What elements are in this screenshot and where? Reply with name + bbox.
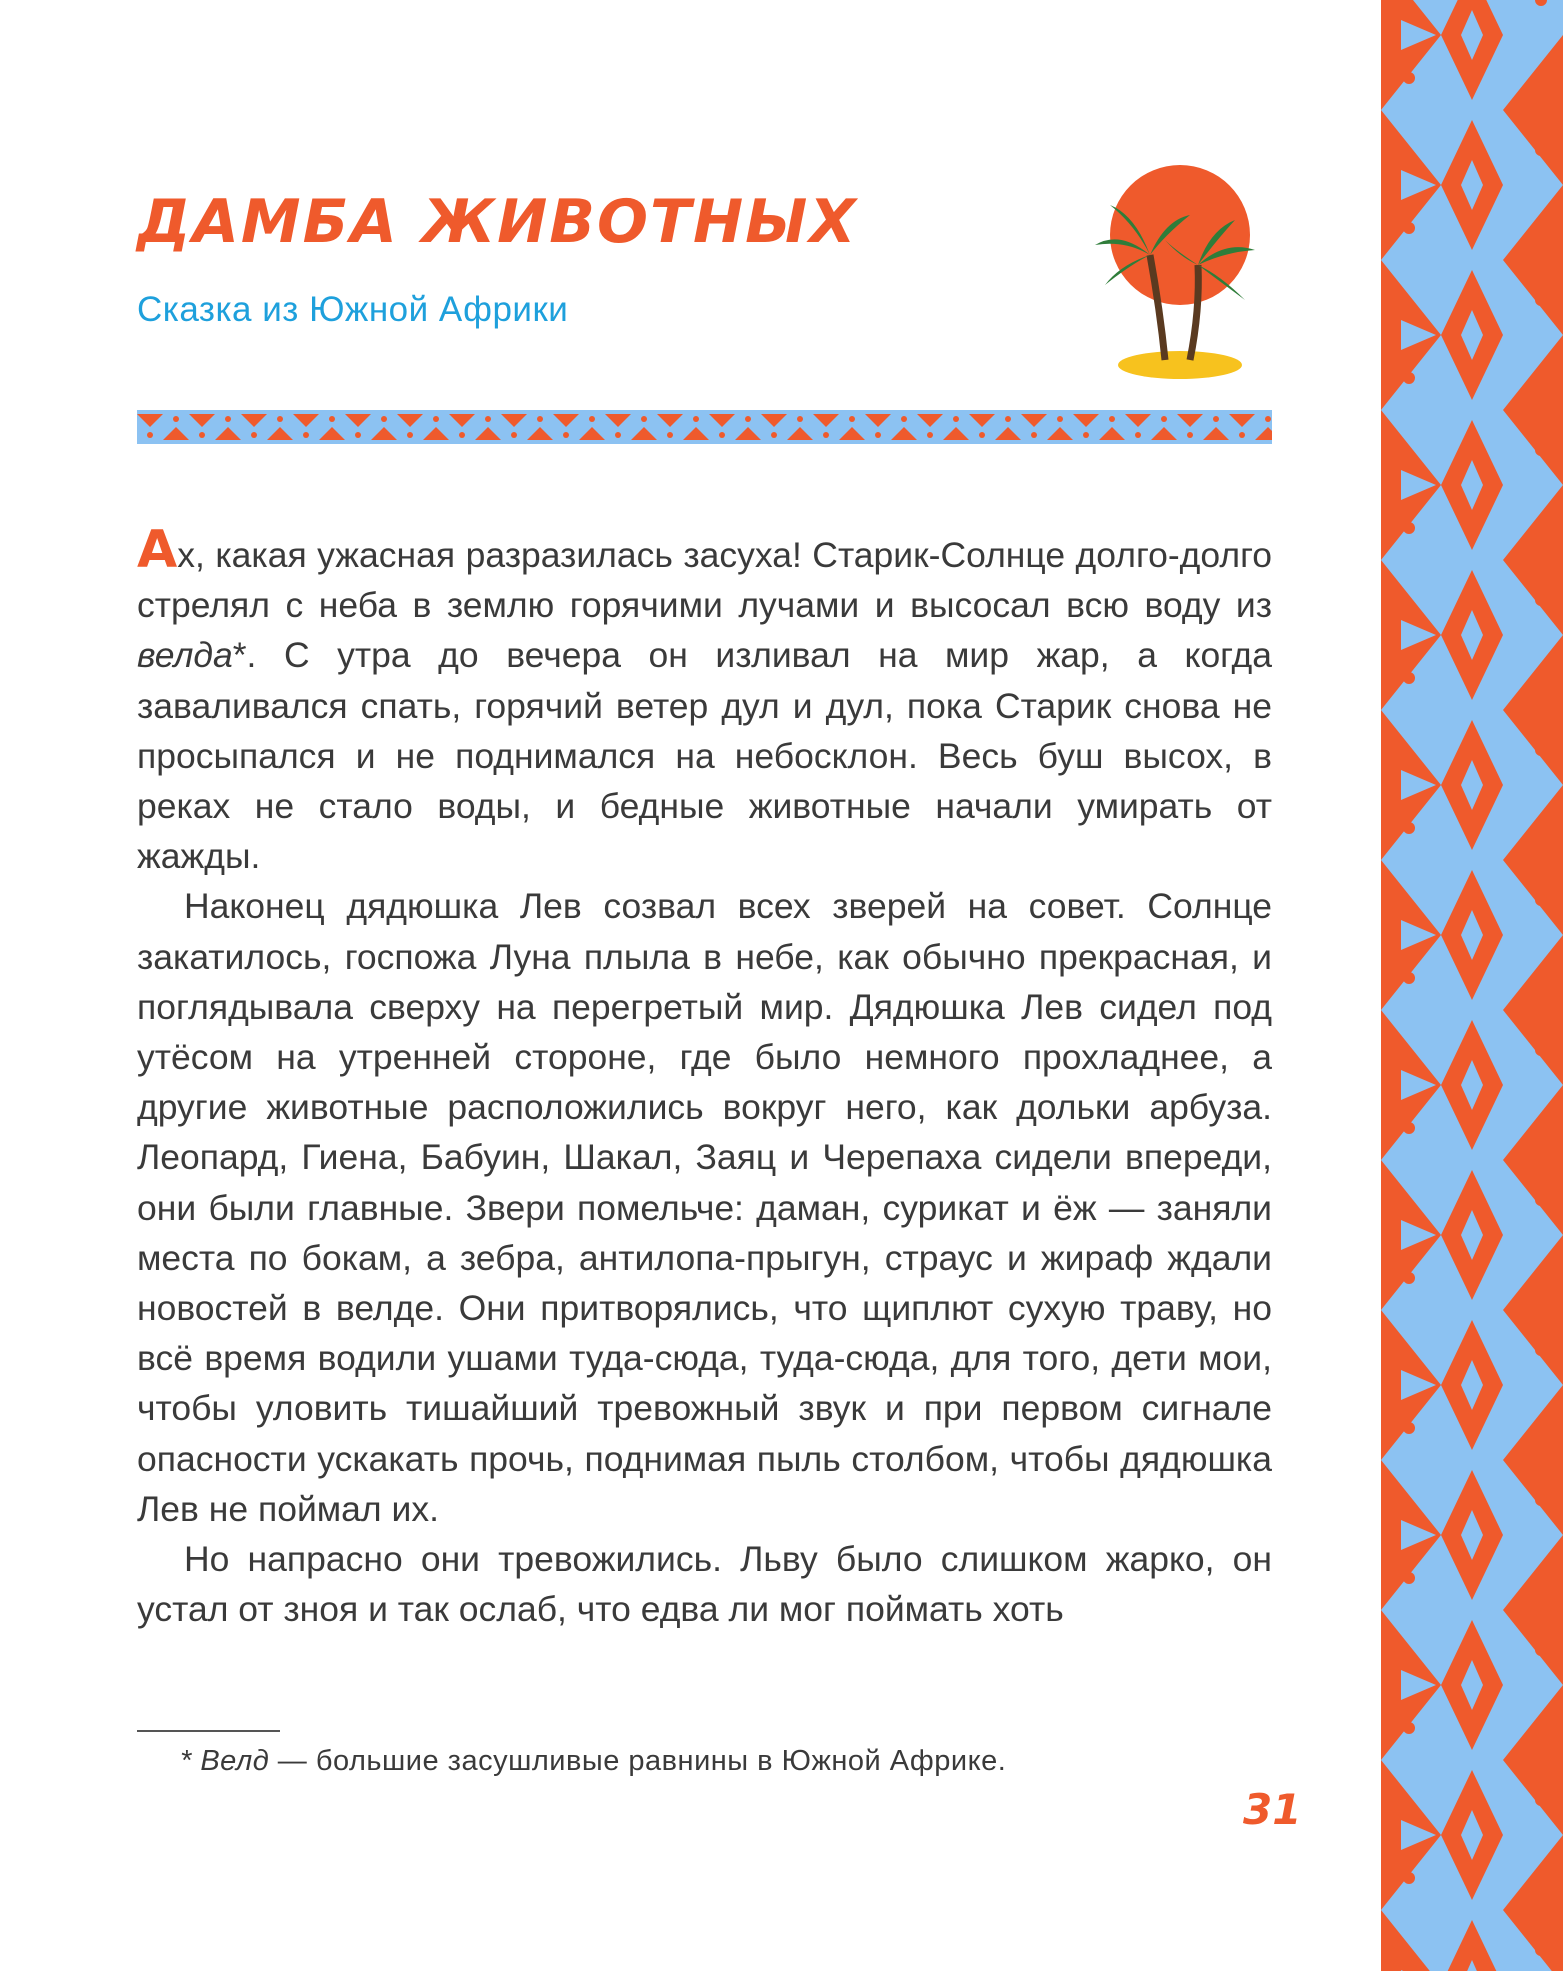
- footnote-term: * Велд: [180, 1745, 270, 1777]
- page-subtitle: Сказка из Южной Африки: [137, 290, 569, 329]
- sun-palm-icon: [1080, 160, 1280, 390]
- drop-cap: А: [137, 520, 178, 580]
- term-veld: велда: [137, 635, 233, 676]
- story-text: [137, 520, 1272, 1634]
- page-title: ДАМБА ЖИВОТНЫХ: [137, 187, 858, 257]
- footnote-definition: — большие засушливые равнины в Южной Африке.: [269, 1745, 1007, 1777]
- paragraph-1-end: . С утра до вечера он изливал на мир жар, а когда заваливался спать, горячий ветер дул и дул, пока Старик снова не просыпался и не поднимался на небосклон. Весь буш высох, в реках не стало воды, и бедные животные начали умирать от жажды.: [137, 635, 1272, 877]
- footnote-rule: [137, 1730, 280, 1732]
- paragraph-3: Но напрасно они тревожились. Льву было слишком жарко, он устал от зноя и так ослаб, что едва ли мог поймать хоть: [137, 1539, 1272, 1630]
- footnote-mark: *: [232, 635, 247, 676]
- footnote: [180, 1745, 1006, 1778]
- paragraph-1: [137, 520, 1272, 881]
- page-number: 31: [1243, 1785, 1302, 1834]
- paragraph-1-text: х, какая ужасная разразилась засуха! Старик-Солнце долго-долго стрелял с неба в землю горячими лучами и высосал всю воду из: [137, 535, 1272, 626]
- ornament-divider: [137, 410, 1272, 444]
- tribal-pattern-icon: [1381, 0, 1563, 1971]
- paragraph-2: Наконец дядюшка Лев созвал всех зверей на совет. Солнце закатилось, госпожа Луна плыла в небе, как обычно прекрасная, и поглядывала сверху на перегретый мир. Дядюшка Лев сидел под утёсом на утренней стороне, где было немного прохладнее, а другие животные расположились вокруг него, как дольки арбуза. Леопард, Гиена, Бабуин, Шакал, Заяц и Черепаха сидели впереди, они были главные. Звери помельче: даман, сурикат и ёж — заняли места по бокам, а зебра, антилопа-прыгун, страус и жираф ждали новостей в велде. Они притворялись, что щиплют сухую траву, но всё время водили ушами туда-сюда, туда-сюда, для того, дети мои, чтобы уловить тишайший тревожный звук и при первом сигнале опасности ускакать прочь, поднимая пыль столбом, чтобы дядюшка Лев не поймал их.: [137, 886, 1272, 1529]
- side-ornament-band: [1381, 0, 1563, 1971]
